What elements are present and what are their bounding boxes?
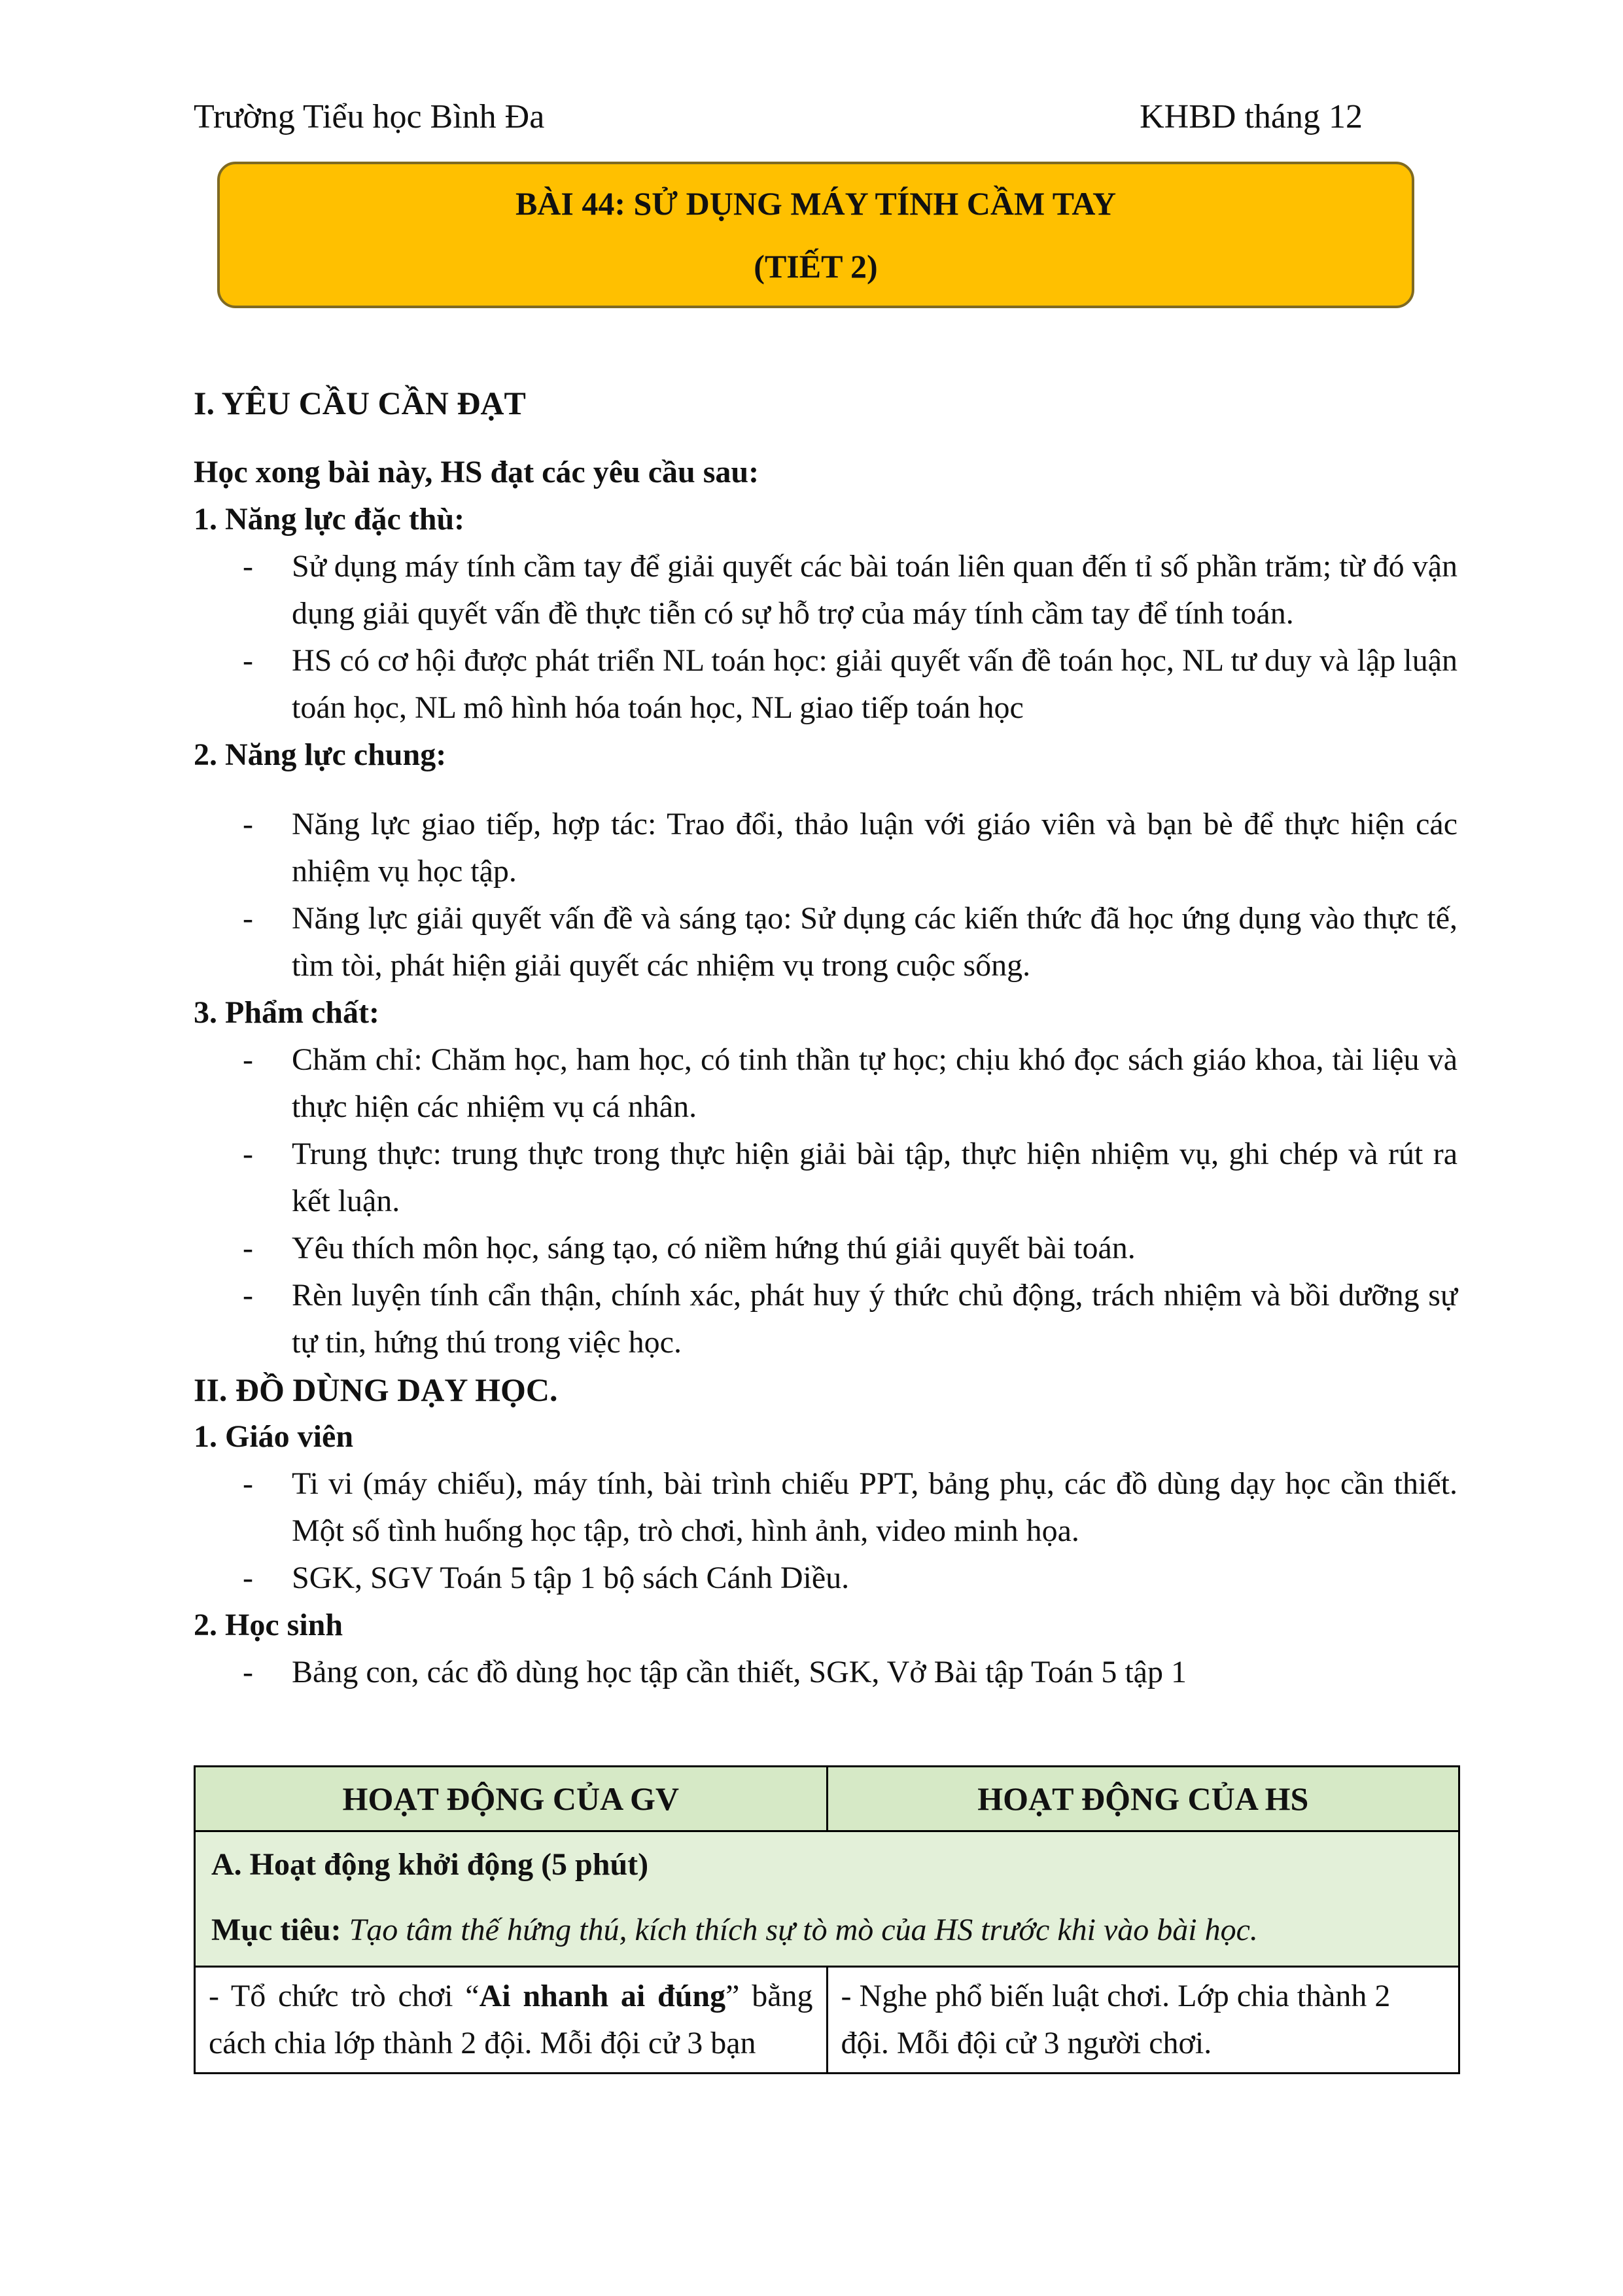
list-item: - HS có cơ hội được phát triển NL toán học: giải quyết vấn đề toán học, NL tư duy và lập luận toán học, NL mô hình hóa toán học, NL giao tiếp toán học bbox=[243, 643, 1457, 725]
lesson-title: BÀI 44: SỬ DỤNG MÁY TÍNH CẦM TAY bbox=[515, 185, 1117, 222]
column-header-gv: HOẠT ĐỘNG CỦA GV bbox=[195, 1767, 828, 1831]
activities-table bbox=[194, 1765, 1460, 2074]
list-item: - Yêu thích môn học, sáng tạo, có niềm hứng thú giải quyết bài toán. bbox=[243, 1231, 1136, 1265]
table-row bbox=[195, 1831, 1459, 1967]
activity-goal: Mục tiêu: Tạo tâm thế hứng thú, kích thích sự tò mò của HS trước khi vào bài học. bbox=[211, 1913, 1258, 1947]
section-heading-materials: II. ĐỒ DÙNG DẠY HỌC. bbox=[194, 1371, 558, 1408]
list-item: - Chăm chỉ: Chăm học, ham học, có tinh thần tự học; chịu khó đọc sách giáo khoa, tài liệu và thực hiện các nhiệm vụ cá nhân. bbox=[243, 1042, 1457, 1124]
requirements-intro: Học xong bài này, HS đạt các yêu cầu sau: bbox=[194, 455, 759, 489]
page-header bbox=[194, 93, 1363, 140]
table-cell-gv: - Tổ chức trò chơi “Ai nhanh ai đúng” bằng cách chia lớp thành 2 đội. Mỗi đội cử 3 bạn bbox=[195, 1967, 828, 2074]
table-row bbox=[195, 1967, 1459, 2074]
list-item: - Bảng con, các đồ dùng học tập cần thiết, SGK, Vở Bài tập Toán 5 tập 1 bbox=[243, 1655, 1187, 1689]
list-item: - Năng lực giải quyết vấn đề và sáng tạo: Sử dụng các kiến thức đã học ứng dụng vào thực tế, tìm tòi, phát hiện giải quyết các nhiệm vụ trong cuộc sống. bbox=[243, 901, 1457, 983]
list-item: - Sử dụng máy tính cầm tay để giải quyết các bài toán liên quan đến tỉ số phần trăm; từ đó vận dụng giải quyết vấn đề thực tiễn có sự hỗ trợ của máy tính cầm tay để tính toán. bbox=[243, 549, 1457, 631]
list-item: - SGK, SGV Toán 5 tập 1 bộ sách Cánh Diều. bbox=[243, 1561, 850, 1595]
subsection-title: 2. Năng lực chung: bbox=[194, 737, 447, 772]
section-heading-requirements: I. YÊU CẦU CẦN ĐẠT bbox=[194, 385, 526, 421]
subsection-title: 1. Năng lực đặc thù: bbox=[194, 502, 465, 537]
subsection-title: 2. Học sinh bbox=[194, 1608, 343, 1642]
school-name: Trường Tiểu học Bình Đa bbox=[194, 97, 545, 135]
plan-label: KHBD tháng 12 bbox=[1140, 97, 1363, 135]
lesson-period: (TIẾT 2) bbox=[754, 248, 878, 285]
list-item: - Trung thực: trung thực trong thực hiện giải bài tập, thực hiện nhiệm vụ, ghi chép và rút ra kết luận. bbox=[243, 1137, 1457, 1218]
subsection-title: 1. Giáo viên bbox=[194, 1419, 354, 1454]
lesson-title-box bbox=[217, 162, 1414, 308]
column-header-hs: HOẠT ĐỘNG CỦA HS bbox=[827, 1767, 1459, 1831]
table-cell-hs: - Nghe phổ biến luật chơi. Lớp chia thành 2 đội. Mỗi đội cử 3 người chơi. bbox=[827, 1967, 1459, 2074]
activity-section-title: A. Hoạt động khởi động (5 phút) bbox=[211, 1847, 649, 1882]
list-item: - Rèn luyện tính cẩn thận, chính xác, phát huy ý thức chủ động, trách nhiệm và bồi dưỡng sự tự tin, hứng thú trong việc học. bbox=[243, 1278, 1457, 1360]
list-item: - Ti vi (máy chiếu), máy tính, bài trình chiếu PPT, bảng phụ, các đồ dùng dạy học cần thiết. Một số tình huống học tập, trò chơi, hình ảnh, video minh họa. bbox=[243, 1466, 1457, 1548]
table-header-row bbox=[195, 1767, 1459, 1831]
subsection-title: 3. Phẩm chất: bbox=[194, 995, 379, 1030]
lesson-content bbox=[194, 380, 1457, 1696]
list-item: - Năng lực giao tiếp, hợp tác: Trao đổi, thảo luận với giáo viên và bạn bè để thực hiện các nhiệm vụ học tập. bbox=[243, 807, 1457, 889]
